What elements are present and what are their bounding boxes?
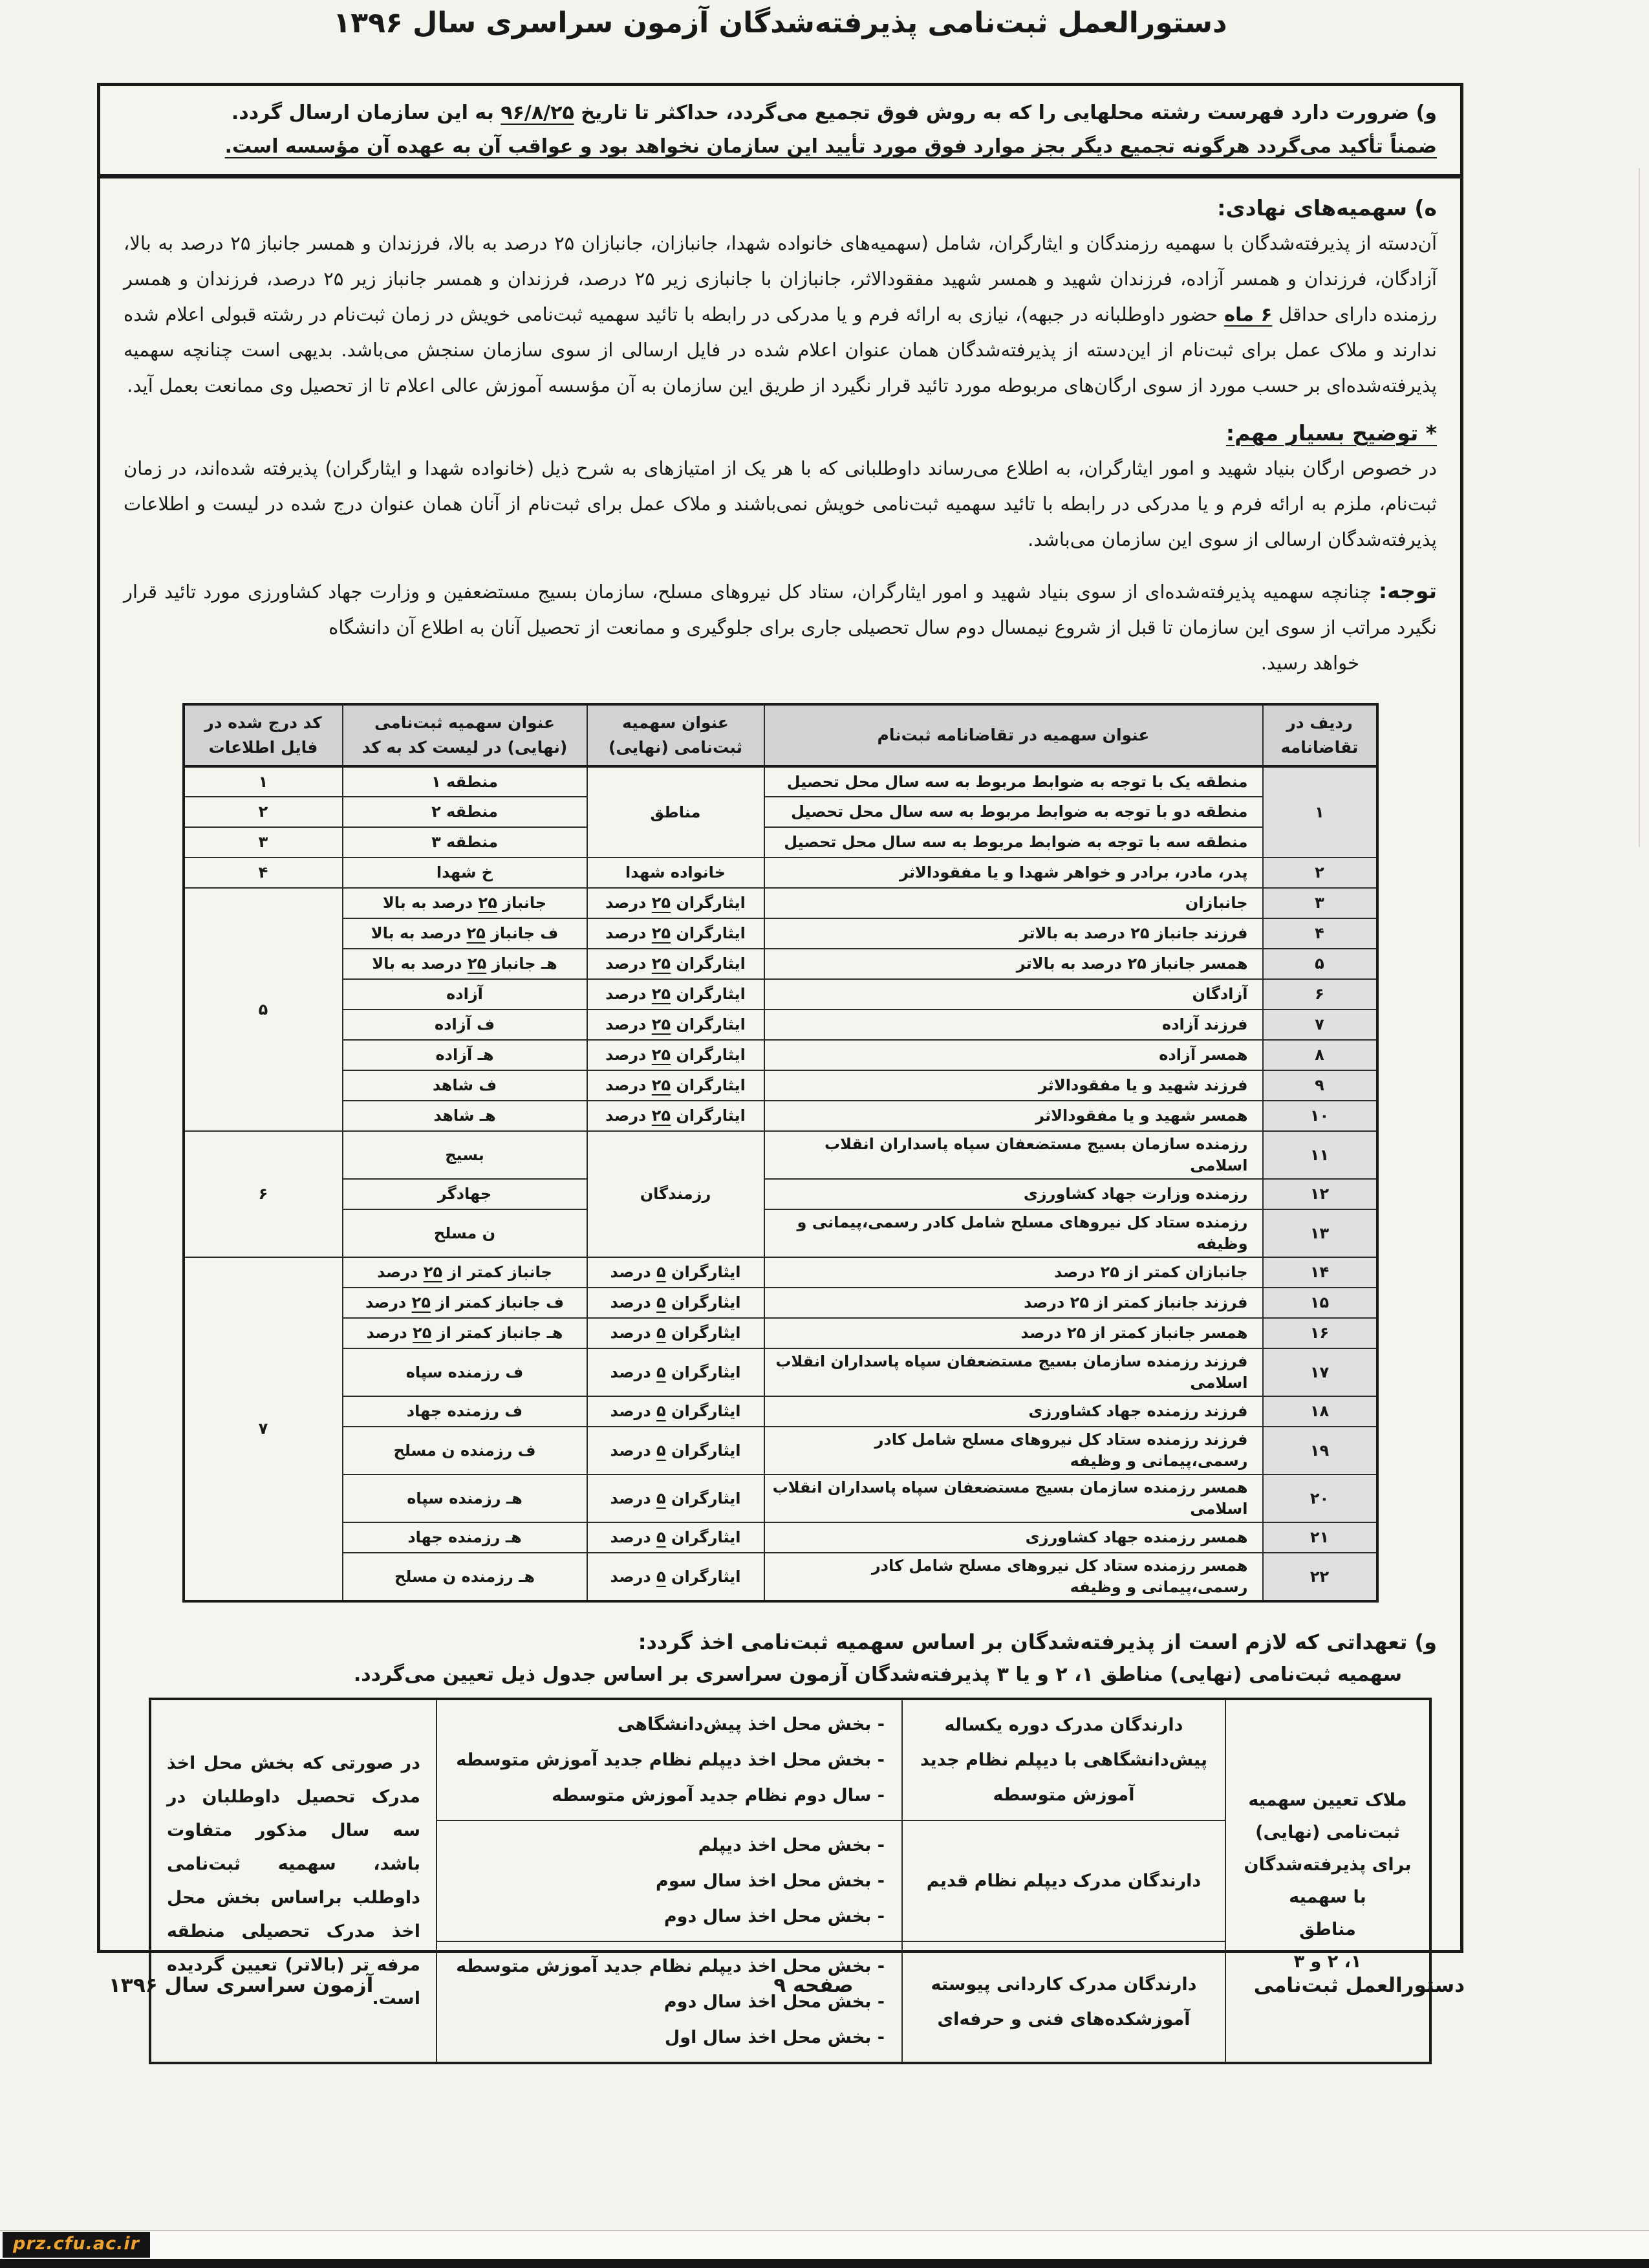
- quota-cell-row: ۱۸: [1263, 1396, 1377, 1427]
- quota-cell-final: ایثارگران ۵ درصد: [587, 1474, 764, 1522]
- quota-table-row: [184, 1179, 1377, 1209]
- intro-deadline-date: ۹۶/۸/۲۵: [501, 102, 574, 124]
- quota-cell-row: ۶: [1263, 979, 1377, 1010]
- intro-line1-tail: به این سازمان ارسال گردد.: [231, 102, 501, 124]
- quota-cell-list: خ شهدا: [343, 858, 587, 888]
- quota-cell-list: جهادگر: [343, 1179, 587, 1209]
- quota-cell-final: ایثارگران ۲۵ درصد: [587, 1101, 764, 1131]
- section-h-body: [124, 226, 1437, 404]
- quota-cell-final: ایثارگران ۲۵ درصد: [587, 979, 764, 1010]
- quota-cell-final: ایثارگران ۵ درصد: [587, 1522, 764, 1553]
- attention-label: توجه:: [1378, 578, 1437, 603]
- attention-tail: خواهد رسید.: [1260, 652, 1359, 674]
- intro-line1-text: و) ضرورت دارد فهرست رشته محلهایی را که به روش فوق تجمیع می‌گردد، حداکثر تا تاریخ: [574, 102, 1437, 124]
- quota-cell-final: مناطق: [587, 766, 764, 858]
- attention-body: چنانچه سهمیه پذیرفته‌شده‌ای از سوی بنیاد شهید و امور ایثارگران، ستاد کل نیروهای مسلح، سازمان بسیج مستضعفین و وزارت جهاد کشاورزی مورد تائید قرار نگیرد مراتب از سوی این سازمان تا قبل از شروع نیمسال دوم سال تحصیلی جاری برای جلوگیری و ممانعت از تحصیل آنان به اطلاع آن دانشگاه: [124, 581, 1437, 638]
- criteria-holder-cell: دارندگان مدرک دوره یکساله پیش‌دانشگاهی با دیپلم نظام جدید آموزش متوسطه: [902, 1699, 1225, 1820]
- quota-cell-final: ایثارگران ۲۵ درصد: [587, 1040, 764, 1070]
- criteria-items-cell: - بخش محل اخذ دیپلم نظام جدید آموزش متوسطه - بخش محل اخذ سال دوم - بخش محل اخذ سال اول: [436, 1941, 902, 2063]
- quota-cell-list: بسیج: [343, 1131, 587, 1179]
- quota-cell-final: ایثارگران ۲۵ درصد: [587, 1070, 764, 1101]
- quota-table-row: [184, 1010, 1377, 1040]
- quota-table-row: [184, 1040, 1377, 1070]
- quota-table-row: [184, 1209, 1377, 1257]
- quota-cell-code: ۷: [184, 1257, 343, 1601]
- quota-cell-title: جانبازان: [764, 888, 1263, 918]
- quota-cell-title: منطقه یک با توجه به ضوابط مربوط به سه سال محل تحصیل: [764, 766, 1263, 797]
- intro-line-1: [124, 96, 1437, 130]
- quota-cell-title: فرزند جانباز کمتر از ۲۵ درصد: [764, 1288, 1263, 1318]
- quota-cell-title: رزمنده ستاد کل نیروهای مسلح شامل کادر رسمی،پیمانی و وظیفه: [764, 1209, 1263, 1257]
- quota-cell-row: ۱۶: [1263, 1318, 1377, 1348]
- footer-doc-name: دستورالعمل ثبت‌نامی: [1253, 1974, 1465, 1997]
- quota-cell-final: ایثارگران ۲۵ درصد: [587, 918, 764, 949]
- quota-cell-title: منطقه سه با توجه به ضوابط مربوط به سه سال محل تحصیل: [764, 827, 1263, 858]
- criteria-holder-cell: دارندگان مدرک کاردانی پیوسته آموزشکده‌های فنی و حرفه‌ای: [902, 1941, 1225, 2063]
- intro-line-2: ضمناً تأکید می‌گردد هرگونه تجمیع دیگر بجز موارد فوق مورد تأیید این سازمان نخواهد بود و عواقب آن به عهده آن مؤسسه است.: [224, 135, 1437, 158]
- quota-cell-title: همسر جانباز ۲۵ درصد به بالاتر: [764, 949, 1263, 979]
- quota-cell-final: ایثارگران ۲۵ درصد: [587, 888, 764, 918]
- quota-cell-title: فرزند شهید و یا مفقودالاثر: [764, 1070, 1263, 1101]
- quota-cell-row: ۲۲: [1263, 1553, 1377, 1601]
- quota-cell-row: ۱۹: [1263, 1427, 1377, 1474]
- quota-cell-list: هـ آزاده: [343, 1040, 587, 1070]
- quota-cell-row: ۱۱: [1263, 1131, 1377, 1179]
- quota-cell-title: همسر رزمنده سازمان بسیج مستضعفان سپاه پاسداران انقلاب اسلامی: [764, 1474, 1263, 1522]
- quota-cell-list: ف رزمنده ن مسلح: [343, 1427, 587, 1474]
- quota-table-row: [184, 1427, 1377, 1474]
- quota-cell-row: ۵: [1263, 949, 1377, 979]
- quota-cell-code: ۲: [184, 797, 343, 827]
- quota-cell-row: ۱۲: [1263, 1179, 1377, 1209]
- quota-table-row: [184, 979, 1377, 1010]
- quota-cell-row: ۱۰: [1263, 1101, 1377, 1131]
- quota-table-row: [184, 1131, 1377, 1179]
- section-h-heading: ه) سهمیه‌های نهادی:: [1217, 195, 1437, 221]
- quota-header-row: [184, 704, 1377, 766]
- quota-table-row: [184, 858, 1377, 888]
- footer-exam-name: آزمون سراسری سال ۱۳۹۶: [109, 1974, 374, 1997]
- quota-table-row: [184, 1522, 1377, 1553]
- quota-cell-title: منطقه دو با توجه به ضوابط مربوط به سه سال محل تحصیل: [764, 797, 1263, 827]
- quota-cell-title: همسر شهید و یا مفقودالاثر: [764, 1101, 1263, 1131]
- quota-cell-list: هـ رزمنده ن مسلح: [343, 1553, 587, 1601]
- quota-cell-code: ۴: [184, 858, 343, 888]
- quota-cell-list: جانباز کمتر از ۲۵ درصد: [343, 1257, 587, 1288]
- quota-cell-row: ۱۴: [1263, 1257, 1377, 1288]
- quota-cell-title: همسر رزمنده ستاد کل نیروهای مسلح شامل کادر رسمی،پیمانی و وظیفه: [764, 1553, 1263, 1601]
- quota-cell-title: رزمنده وزارت جهاد کشاورزی: [764, 1179, 1263, 1209]
- quota-cell-final: ایثارگران ۲۵ درصد: [587, 949, 764, 979]
- quota-table-row: [184, 1288, 1377, 1318]
- quota-cell-final: ایثارگران ۵ درصد: [587, 1257, 764, 1288]
- watermark-badge: [3, 2232, 150, 2258]
- quota-table-row: [184, 949, 1377, 979]
- quota-cell-final: رزمندگان: [587, 1131, 764, 1257]
- attention-paragraph: [124, 573, 1437, 645]
- quota-cell-list: هـ رزمنده سپاه: [343, 1474, 587, 1522]
- quota-cell-row: ۱۷: [1263, 1348, 1377, 1396]
- quota-cell-list: منطقه ۳: [343, 827, 587, 858]
- quota-cell-title: پدر، مادر، برادر و خواهر شهدا و یا مفقودالاثر: [764, 858, 1263, 888]
- quota-cell-title: فرزند جانباز ۲۵ درصد به بالاتر: [764, 918, 1263, 949]
- quota-table-row: [184, 766, 1377, 797]
- section-h-body-post: حضور داوطلبانه در جبهه)، نیازی به ارائه فرم و یا مدرکی در رابطه با تائید سهمیه ثبت‌نامی خویش در زمان ثبت‌نام در رشته قبولی اعلام شده ندارند و ملاک عمل برای ثبت‌نام از این‌دسته از پذیرفته‌شدگان همان عنوان اعلام شده در فایل ارسالی از سوی سازمان سنجش می‌باشد. بدیهی است چنانچه سهمیه پذیرفته‌شده‌ای بر حسب مورد از سوی ارگان‌های مربوطه مورد تائید قرار نگیرد از طریق این سازمان به آن مؤسسه آموزش عالی اعلام تا از تحصیل وی ممانعت بعمل آید.: [124, 303, 1437, 396]
- quota-cell-row: ۳: [1263, 888, 1377, 918]
- quota-cell-list: هـ جانباز ۲۵ درصد به بالا: [343, 949, 587, 979]
- quota-cell-list: ف جانباز ۲۵ درصد به بالا: [343, 918, 587, 949]
- quota-cell-list: هـ جانباز کمتر از ۲۵ درصد: [343, 1318, 587, 1348]
- scan-artifact-vline: [1639, 168, 1640, 847]
- quota-cell-row: ۱۵: [1263, 1288, 1377, 1318]
- quota-table-row: [184, 918, 1377, 949]
- intro-paragraph: [124, 96, 1437, 164]
- quota-table-row: [184, 797, 1377, 827]
- quota-cell-list: هـ رزمنده جهاد: [343, 1522, 587, 1553]
- quota-header-title: عنوان سهمیه در تقاضانامه ثبت‌نام: [764, 704, 1263, 766]
- quota-table-row: [184, 1396, 1377, 1427]
- quota-header-codelist: عنوان سهمیه ثبت‌نامی (نهایی) در لیست کد به کد: [343, 704, 587, 766]
- quota-cell-list: ف رزمنده سپاه: [343, 1348, 587, 1396]
- important-note-body: در خصوص ارگان بنیاد شهید و امور ایثارگران، به اطلاع می‌رساند داوطلبانی که با هر یک از امتیازهای به شرح ذیل (خانواده شهدا و ایثارگران) پذیرفته شده‌اند، در زمان ثبت‌نام، ملزم به ارائه فرم و یا مدرکی در رابطه با تائید سهمیه ثبت‌نامی خویش نمی‌باشند و ملاک عمل برای ثبت‌نام از آنان همان عنوان درج شده در لیست و اطلاعات پذیرفته‌شدگان ارسالی از سوی این سازمان می‌باشد.: [124, 457, 1437, 550]
- quota-table-row: [184, 1070, 1377, 1101]
- quota-cell-title: جانبازان کمتر از ۲۵ درصد: [764, 1257, 1263, 1288]
- quota-cell-title: همسر رزمنده جهاد کشاورزی: [764, 1522, 1263, 1553]
- quota-cell-list: منطقه ۱: [343, 766, 587, 797]
- quota-cell-row: ۷: [1263, 1010, 1377, 1040]
- quota-cell-title: فرزند آزاده: [764, 1010, 1263, 1040]
- quota-cell-row: ۱۳: [1263, 1209, 1377, 1257]
- quota-cell-final: ایثارگران ۵ درصد: [587, 1318, 764, 1348]
- quota-cell-title: رزمنده سازمان بسیج مستضعفان سپاه پاسداران انقلاب اسلامی: [764, 1131, 1263, 1179]
- quota-cell-row: ۸: [1263, 1040, 1377, 1070]
- section-h-body-pre: آن‌دسته از پذیرفته‌شدگان با سهمیه رزمندگان و ایثارگران، شامل (سهمیه‌های خانواده شهدا، جانبازان، جانبازان ۲۵ درصد به بالا، فرزندان و همسر جانباز ۲۵ درصد به بالا، آزادگان، فرزندان و همسر آزاده، فرزندان شهید و همسر شهید مفقودالاثر، جانبازان با جانبازی زیر ۲۵ درصد، فرزندان و همسر جانباز زیر ۲۵ درصد، فرزندان و همسر رزمنده دارای حداقل: [124, 232, 1438, 325]
- important-note-heading: * توضیح بسیار مهم:: [1225, 420, 1437, 446]
- quota-cell-list: ن مسلح: [343, 1209, 587, 1257]
- quota-table-body: [184, 766, 1377, 1601]
- quota-cell-code: ۱: [184, 766, 343, 797]
- quota-cell-final: ایثارگران ۵ درصد: [587, 1553, 764, 1601]
- quota-cell-title: همسر آزاده: [764, 1040, 1263, 1070]
- quota-cell-row: ۴: [1263, 918, 1377, 949]
- quota-cell-row: ۹: [1263, 1070, 1377, 1101]
- criteria-items-cell: - بخش محل اخذ دیپلم - بخش محل اخذ سال سوم - بخش محل اخذ سال دوم: [436, 1820, 902, 1941]
- quota-table-row: [184, 827, 1377, 858]
- criteria-note-cell: در صورتی که بخش محل اخذ مدرک تحصیل داوطلبان در سه سال مذکور متفاوت باشد، سهمیه ثبت‌نامی داوطلب براساس بخش محل اخذ مدرک تحصیلی منطقه مرفه تر (بالاتر) تعیین گردیده است.: [150, 1699, 436, 2063]
- quota-cell-list: هـ شاهد: [343, 1101, 587, 1131]
- quota-cell-row: ۱: [1263, 766, 1377, 858]
- section-v-heading: و) تعهداتی که لازم است از پذیرفته‌شدگان بر اساس سهمیه ثبت‌نامی اخذ گردد:: [638, 1630, 1437, 1654]
- quota-cell-final: ایثارگران ۵ درصد: [587, 1348, 764, 1396]
- watermark-text: prz.cfu.ac.ir: [13, 2234, 140, 2254]
- criteria-label-cell: ملاک تعیین سهمیه ثبت‌نامی (نهایی) برای پذیرفته‌شدگان با سهمیه مناطق ۱، ۲ و ۳: [1225, 1699, 1430, 2063]
- quota-cell-title: فرزند رزمنده جهاد کشاورزی: [764, 1396, 1263, 1427]
- quota-table-row: [184, 1101, 1377, 1131]
- quota-table-header: [184, 704, 1377, 766]
- quota-header-final: عنوان سهمیه ثبت‌نامی (نهایی): [587, 704, 764, 766]
- section-h-body-emphasis: ۶ ماه: [1223, 303, 1273, 325]
- quota-cell-title: همسر جانباز کمتر از ۲۵ درصد: [764, 1318, 1263, 1348]
- quota-cell-row: ۲: [1263, 858, 1377, 888]
- quota-header-rowno: ردیف در تقاضانامه: [1263, 704, 1377, 766]
- criteria-table-row: [150, 1699, 1430, 1820]
- criteria-table: [149, 1698, 1432, 2064]
- page-title: دستورالعمل ثبت‌نامی پذیرفته‌شدگان آزمون سراسری سال ۱۳۹۶: [333, 6, 1227, 39]
- quota-cell-list: جانباز ۲۵ درصد به بالا: [343, 888, 587, 918]
- quota-cell-title: آزادگان: [764, 979, 1263, 1010]
- quota-cell-row: ۲۰: [1263, 1474, 1377, 1522]
- quota-cell-final: خانواده شهدا: [587, 858, 764, 888]
- quota-cell-list: آزاده: [343, 979, 587, 1010]
- quota-table-row: [184, 1553, 1377, 1601]
- quota-header-filecode: کد درج شده در فایل اطلاعات: [184, 704, 343, 766]
- quota-cell-code: ۳: [184, 827, 343, 858]
- quota-cell-list: ف آزاده: [343, 1010, 587, 1040]
- quota-cell-title: فرزند رزمنده ستاد کل نیروهای مسلح شامل کادر رسمی،پیمانی و وظیفه: [764, 1427, 1263, 1474]
- quota-table-row: [184, 1474, 1377, 1522]
- quota-cell-final: ایثارگران ۵ درصد: [587, 1427, 764, 1474]
- quota-table-row: [184, 1257, 1377, 1288]
- quota-cell-list: ف شاهد: [343, 1070, 587, 1101]
- quota-table-row: [184, 1318, 1377, 1348]
- section-v-subtitle: سهمیه ثبت‌نامی (نهایی) مناطق ۱، ۲ و یا ۳ پذیرفته‌شدگان آزمون سراسری بر اساس جدول ذیل تعیین می‌گردد.: [353, 1663, 1402, 1686]
- quota-cell-final: ایثارگران ۲۵ درصد: [587, 1010, 764, 1040]
- quota-cell-code: ۵: [184, 888, 343, 1131]
- quota-cell-row: ۲۱: [1263, 1522, 1377, 1553]
- criteria-table-body: [150, 1699, 1430, 2063]
- quota-cell-list: منطقه ۲: [343, 797, 587, 827]
- criteria-holder-cell: دارندگان مدرک دیپلم نظام قدیم: [902, 1820, 1225, 1941]
- quota-cell-list: ف جانباز کمتر از ۲۵ درصد: [343, 1288, 587, 1318]
- section-divider: [100, 174, 1460, 178]
- quota-table-row: [184, 888, 1377, 918]
- quota-cell-list: ف رزمنده جهاد: [343, 1396, 587, 1427]
- criteria-items-cell: - بخش محل اخذ پیش‌دانشگاهی - بخش محل اخذ دیپلم نظام جدید آموزش متوسطه - سال دوم نظام جدید آموزش متوسطه: [436, 1699, 902, 1820]
- scan-bottom-band: [0, 2231, 1649, 2259]
- quota-cell-code: ۶: [184, 1131, 343, 1257]
- quota-cell-final: ایثارگران ۵ درصد: [587, 1288, 764, 1318]
- quota-table-row: [184, 1348, 1377, 1396]
- quota-table: [182, 703, 1379, 1603]
- footer-page-number: صفحه ۹: [773, 1974, 854, 1997]
- quota-cell-final: ایثارگران ۵ درصد: [587, 1396, 764, 1427]
- quota-cell-title: فرزند رزمنده سازمان بسیج مستضعفان سپاه پاسداران انقلاب اسلامی: [764, 1348, 1263, 1396]
- page-footer: [109, 1974, 1465, 1997]
- scan-edge-strip: [0, 2259, 1649, 2268]
